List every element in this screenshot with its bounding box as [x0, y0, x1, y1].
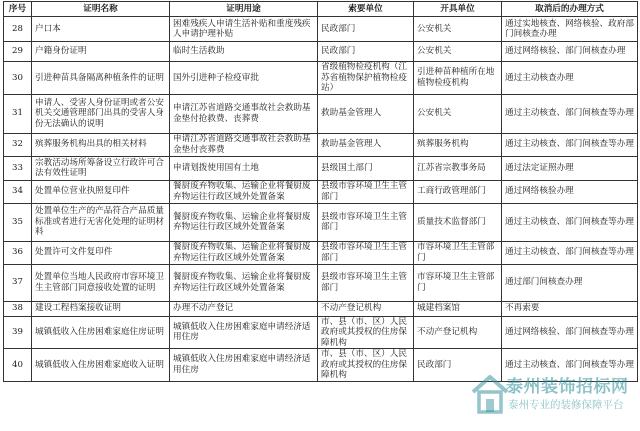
cell-certificate-purpose: 城镇低收入住房困难家庭申请经济适用住房	[170, 349, 318, 382]
cell-issuing-unit: 公安机关	[414, 17, 502, 42]
cell-requesting-unit: 县级市容环境卫生主管部门	[318, 180, 414, 203]
table-header-row	[4, 2, 638, 17]
cell-issuing-unit: 引进种苗种植所在地植物检疫机构	[414, 62, 502, 95]
cell-certificate-name: 处置单位生产的产品符合产品质量标准或者进行无害化处理的证明材料	[32, 203, 170, 241]
cell-requesting-unit: 市、县（市、区）人民政府或其授权的住房保障机构	[318, 316, 414, 349]
cell-certificate-purpose: 城镇低收入住房困难家庭申请经济适用住房	[170, 316, 318, 349]
cell-handling-method: 通过主动核查、部门间核查等办理	[502, 241, 638, 264]
cell-handling-method: 通过主动核查、部门间核查等办理	[502, 133, 638, 156]
cell-issuing-unit: 公安机关	[414, 94, 502, 133]
table-row	[4, 94, 638, 133]
cell-certificate-name: 城镇低收入住房困难家庭收入证明	[32, 349, 170, 382]
cell-index: 37	[4, 264, 32, 301]
cell-requesting-unit: 民政部门	[318, 17, 414, 42]
cell-issuing-unit: 市容环境卫生主管部门	[414, 264, 502, 301]
cell-certificate-name: 殡葬服务机构出具的相关材料	[32, 133, 170, 156]
cell-issuing-unit: 城建档案馆	[414, 301, 502, 316]
table-row	[4, 203, 638, 241]
cell-certificate-name: 处置许可文件复印件	[32, 241, 170, 264]
cell-index: 36	[4, 241, 32, 264]
header-certificate-purpose: 证明用途	[170, 2, 318, 17]
table-row	[4, 42, 638, 62]
table-row	[4, 301, 638, 316]
cell-issuing-unit: 不动产登记机构	[414, 316, 502, 349]
watermark-subtitle: 泰州专业的装修保障平台	[508, 399, 624, 411]
cell-handling-method: 通过主动核查、部门间核查等办理	[502, 94, 638, 133]
cell-issuing-unit: 工商行政管理部门	[414, 180, 502, 203]
header-certificate-name: 证明名称	[32, 2, 170, 17]
table-row	[4, 264, 638, 301]
cell-certificate-name: 处置单位营业执照复印件	[32, 180, 170, 203]
header-index: 序号	[4, 2, 32, 17]
cell-issuing-unit: 市容环境卫生主管部门	[414, 241, 502, 264]
cell-certificate-purpose: 申请划拨使用国有土地	[170, 156, 318, 180]
header-requesting-unit: 索要单位	[318, 2, 414, 17]
cell-requesting-unit: 县级市容环境卫生主管部门	[318, 264, 414, 301]
cell-issuing-unit: 殡葬服务机构	[414, 133, 502, 156]
cell-certificate-purpose: 申请江苏省道路交通事故社会救助基金垫付丧葬费	[170, 133, 318, 156]
cell-handling-method: 通过主动核查办理	[502, 62, 638, 95]
cell-certificate-purpose: 申请江苏省道路交通事故社会救助基金垫付抢救费、丧葬费	[170, 94, 318, 133]
cell-certificate-purpose: 国外引进种子检疫审批	[170, 62, 318, 95]
cell-index: 30	[4, 62, 32, 95]
cell-certificate-name: 申请人、受害人身份证明或者公安机关交通管理部门出具的受害人身份无法确认的说明	[32, 94, 170, 133]
cell-index: 33	[4, 156, 32, 180]
cell-certificate-name: 户口本	[32, 17, 170, 42]
cell-handling-method: 通过网络核验、部门间核查办理	[502, 42, 638, 62]
cell-handling-method: 通过法定证照办理	[502, 156, 638, 180]
cell-index: 29	[4, 42, 32, 62]
cell-requesting-unit: 民政部门	[318, 42, 414, 62]
cell-certificate-name: 处置单位当地人民政府市容环境卫生主管部门同意接收处置的证明	[32, 264, 170, 301]
cell-requesting-unit: 不动产登记机构	[318, 301, 414, 316]
cell-requesting-unit: 县级国土部门	[318, 156, 414, 180]
table-row	[4, 241, 638, 264]
watermark-title: 泰州装饰招标网	[506, 377, 629, 397]
cell-requesting-unit: 救助基金管理人	[318, 133, 414, 156]
cell-index: 35	[4, 203, 32, 241]
table-row	[4, 17, 638, 42]
cell-handling-method: 通过主动核查、部门间核查等办理	[502, 349, 638, 382]
table-row	[4, 133, 638, 156]
cell-certificate-name: 建设工程档案接收证明	[32, 301, 170, 316]
table-row	[4, 316, 638, 349]
cell-index: 32	[4, 133, 32, 156]
cell-issuing-unit: 公安机关	[414, 42, 502, 62]
table-row	[4, 156, 638, 180]
cell-handling-method: 通过网络核验、部门间核查等办理	[502, 316, 638, 349]
table-body	[4, 17, 638, 382]
cell-certificate-purpose: 餐厨废弃物收集、运输企业将餐厨废弃物运往行政区域外处置备案	[170, 180, 318, 203]
cell-index: 34	[4, 180, 32, 203]
cell-issuing-unit: 质量技术监督部门	[414, 203, 502, 241]
cell-index: 31	[4, 94, 32, 133]
cell-index: 39	[4, 316, 32, 349]
cell-handling-method: 通过实地核查、网络核验、政府部门间核查办理	[502, 17, 638, 42]
cell-handling-method: 通过网络核验办理	[502, 180, 638, 203]
table-row	[4, 62, 638, 95]
cell-index: 38	[4, 301, 32, 316]
cell-certificate-name: 引进种苗具备隔离种植条件的证明	[32, 62, 170, 95]
cell-handling-method: 不再索要	[502, 301, 638, 316]
cell-certificate-purpose: 临时生活救助	[170, 42, 318, 62]
cell-requesting-unit: 县级市容环境卫生主管部门	[318, 203, 414, 241]
cell-issuing-unit: 江苏省宗教事务局	[414, 156, 502, 180]
header-handling-method: 取消后的办理方式	[502, 2, 638, 17]
cell-issuing-unit: 民政部门	[414, 349, 502, 382]
cell-requesting-unit: 市、县（市、区）人民政府或其授权的住房保障机构	[318, 349, 414, 382]
table-row	[4, 349, 638, 382]
cell-certificate-name: 户籍身份证明	[32, 42, 170, 62]
cell-certificate-purpose: 餐厨废弃物收集、运输企业将餐厨废弃物运往行政区域外处置备案	[170, 203, 318, 241]
cell-index: 40	[4, 349, 32, 382]
cell-certificate-name: 城镇低收入住房困难家庭住房证明	[32, 316, 170, 349]
cell-requesting-unit: 省级植物检疫机构（江苏省植物保护植物检疫站）	[318, 62, 414, 95]
cell-handling-method: 通过主动核查、部门间核查等办理	[502, 203, 638, 241]
cell-certificate-purpose: 餐厨废弃物收集、运输企业将餐厨废弃物运往行政区域外处置备案	[170, 241, 318, 264]
cell-requesting-unit: 救助基金管理人	[318, 94, 414, 133]
cell-certificate-purpose: 餐厨废弃物收集、运输企业将餐厨废弃物运往行政区域外处置备案	[170, 264, 318, 301]
cell-certificate-name: 宗教活动场所筹备设立行政许可合法有效性证明	[32, 156, 170, 180]
certificate-table	[3, 1, 638, 382]
cell-index: 28	[4, 17, 32, 42]
cell-requesting-unit: 县级市容环境卫生主管部门	[318, 241, 414, 264]
cell-handling-method: 通过部门间核查办理	[502, 264, 638, 301]
cell-certificate-purpose: 困难残疾人申请生活补贴和重度残疾人申请护理补贴	[170, 17, 318, 42]
header-issuing-unit: 开具单位	[414, 2, 502, 17]
table-row	[4, 180, 638, 203]
cell-certificate-purpose: 办理不动产登记	[170, 301, 318, 316]
